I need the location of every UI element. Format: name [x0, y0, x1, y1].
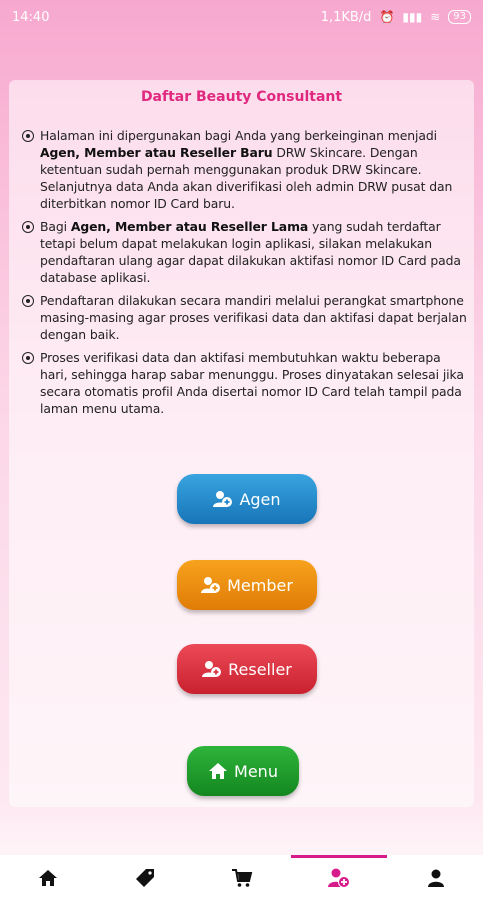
radio-bullet-icon: [22, 221, 34, 233]
list-item: [22, 127, 467, 212]
info-list: [22, 127, 467, 423]
tab-cart[interactable]: [194, 855, 290, 900]
tab-register[interactable]: [291, 855, 387, 900]
cart-icon: [231, 867, 253, 889]
member-button-label: Member: [227, 575, 293, 595]
add-user-icon: [202, 660, 222, 678]
radio-bullet-icon: [22, 130, 34, 142]
status-bar: [0, 0, 483, 34]
add-user-icon: [213, 490, 233, 508]
page-title: Daftar Beauty Consultant: [140, 89, 343, 105]
list-item: [22, 218, 467, 286]
list-item-text: Halaman ini dipergunakan bagi Anda yang berkeinginan menjadi Agen, Member atau Reseller Baru DRW Skincare. Dengan ketentuan sudah pernah menggunakan produk DRW Skincare. Selanjutnya data Anda akan diverifikasi oleh admin DRW pusat dan diterbitkan nomor ID Card baru.: [40, 128, 453, 211]
menu-button-label: Menu: [234, 761, 278, 781]
menu-button[interactable]: [187, 746, 299, 796]
agen-button-label: Agen: [239, 489, 281, 509]
list-item-text: Pendaftaran dilakukan secara mandiri melalui perangkat smartphone masing-masing agar proses verifikasi data dan aktifasi dapat berjalan dengan baik.: [40, 293, 467, 342]
member-button[interactable]: [177, 560, 317, 610]
list-item: [22, 349, 467, 417]
user-icon: [425, 867, 447, 889]
network-speed: 1,1KB/d: [320, 9, 372, 25]
battery-indicator: 93: [448, 10, 471, 24]
status-time: 14:40: [12, 9, 50, 25]
home-icon: [37, 867, 59, 889]
list-item: [22, 292, 467, 343]
tag-icon: [134, 867, 156, 889]
agen-button[interactable]: [177, 474, 317, 524]
tab-home[interactable]: [0, 855, 96, 900]
list-item-text: Proses verifikasi data dan aktifasi membutuhkan waktu beberapa hari, sehingga harap sabar menunggu. Proses dinyatakan selesai jika secara otomatis profil Anda disertai nomor ID Card telah tampil pada laman menu utama.: [40, 350, 464, 416]
registration-card: [9, 80, 474, 807]
wifi-icon: ≋: [430, 10, 441, 24]
radio-bullet-icon: [22, 352, 34, 364]
status-icons: [321, 10, 471, 25]
add-user-icon: [201, 576, 221, 594]
alarm-icon: ⏰: [379, 10, 395, 24]
list-item-text: Bagi Agen, Member atau Reseller Lama yang sudah terdaftar tetapi belum dapat melakukan login aplikasi, silakan melakukan pendaftaran ulang agar dapat dilakukan aktifasi nomor ID Card pada database aplikasi.: [40, 219, 461, 285]
home-icon: [208, 762, 228, 780]
add-user-icon: [328, 867, 350, 889]
tab-profile[interactable]: [388, 855, 483, 900]
signal-icon: ▮▮▮: [402, 10, 423, 24]
reseller-button[interactable]: [177, 644, 317, 694]
tab-products[interactable]: [97, 855, 193, 900]
reseller-button-label: Reseller: [228, 659, 292, 679]
active-tab-indicator: [291, 855, 387, 858]
bottom-tab-bar: [0, 855, 483, 900]
radio-bullet-icon: [22, 295, 34, 307]
